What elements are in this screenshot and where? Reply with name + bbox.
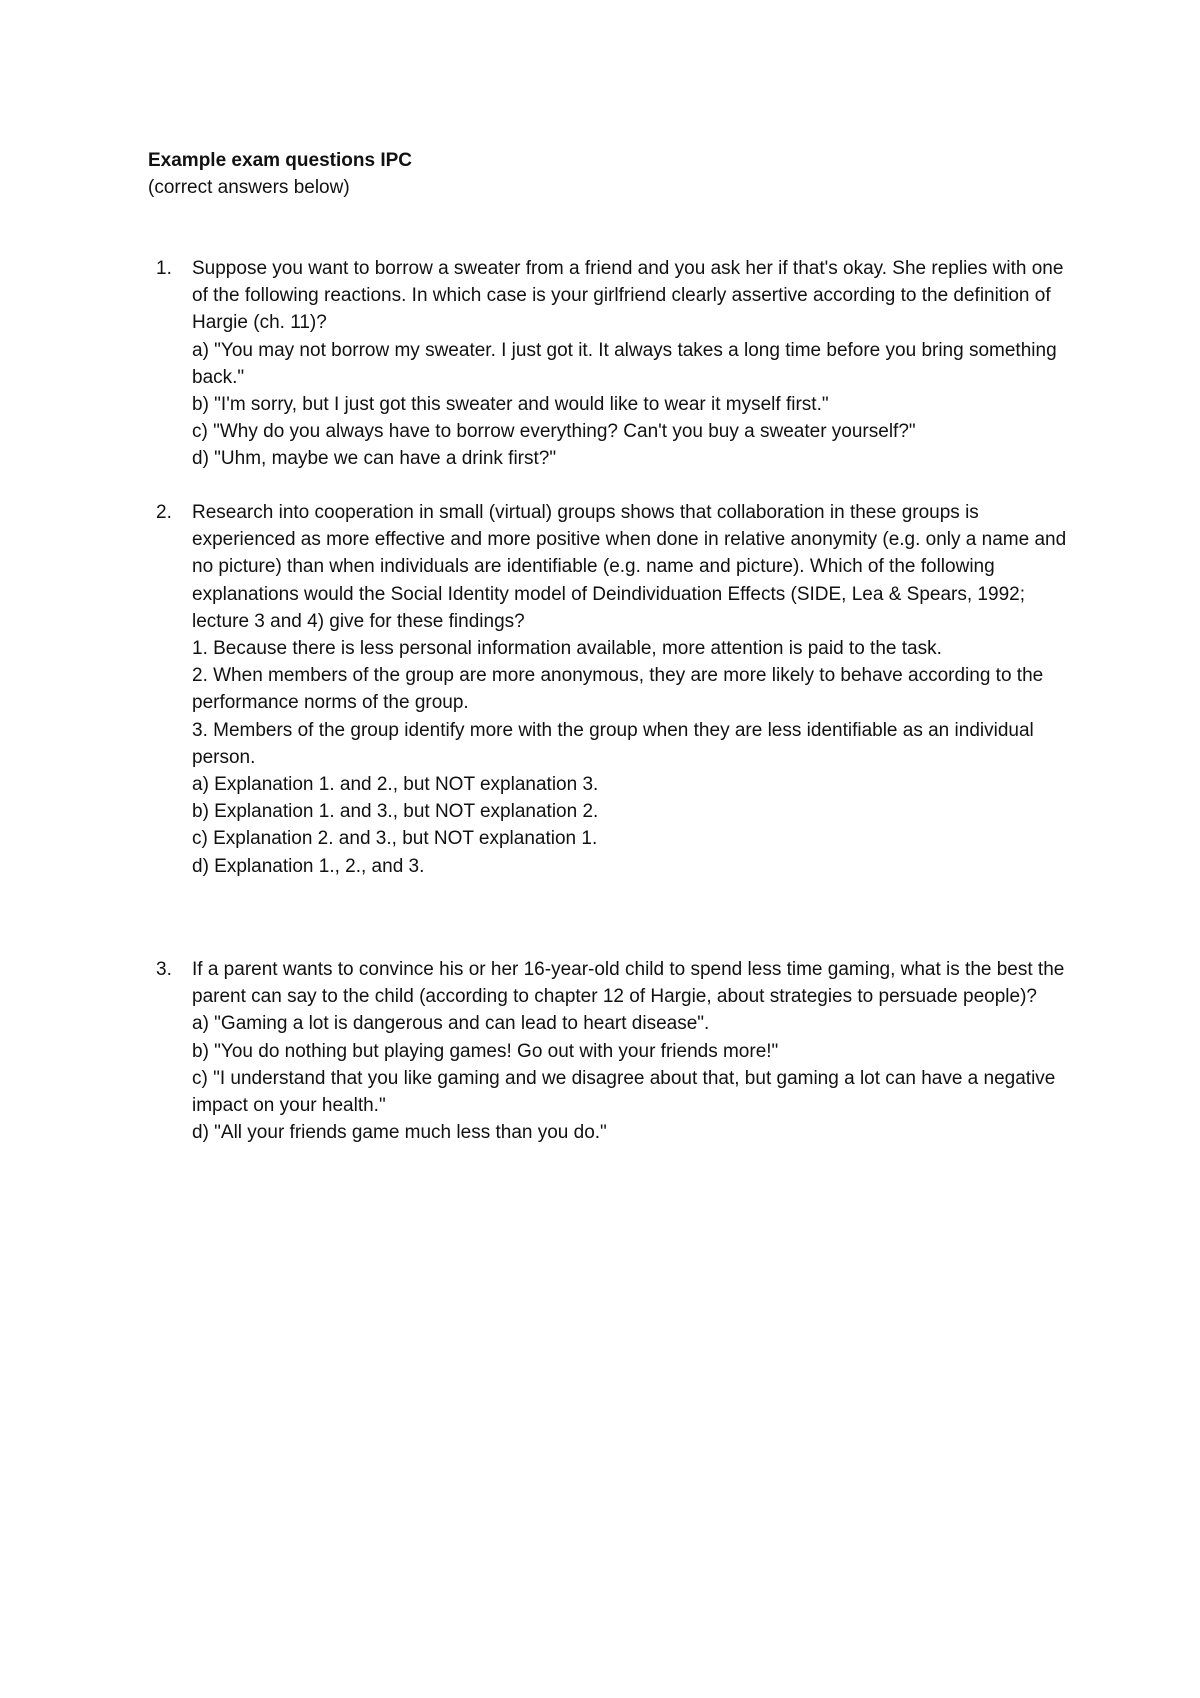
answer-option-b: b) "You do nothing but playing games! Go out with your friends more!" (192, 1040, 779, 1062)
question-1 (148, 255, 1068, 473)
question-stem: Research into cooperation in small (virtual) groups shows that collaboration in these groups is experienced as more effective and more positive when done in relative anonymity (e.g. only a name and no picture) than when individuals are identifiable (e.g. name and picture). Which of the following explanations would the Social Identity model of Deindividuation Effects (SIDE, Lea & Spears, 1992; lecture 3 and 4) give for these findings? (192, 502, 1067, 632)
answer-option-b: b) Explanation 1. and 3., but NOT explanation 2. (192, 801, 599, 823)
answer-option-a: a) "You may not borrow my sweater. I just got it. It always takes a long time before you bring something back." (192, 339, 1057, 388)
answer-option-d: d) "All your friends game much less than you do." (192, 1122, 607, 1144)
question-number: 3. (156, 959, 172, 980)
question-number: 2. (156, 502, 172, 523)
answer-option-d: d) "Uhm, maybe we can have a drink first?" (192, 448, 557, 470)
answer-option-a: a) Explanation 1. and 2., but NOT explanation 3. (192, 774, 599, 796)
answer-option-c: c) Explanation 2. and 3., but NOT explanation 1. (192, 828, 598, 850)
answer-option-b: b) "I'm sorry, but I just got this sweater and would like to wear it myself first." (192, 394, 829, 416)
explanation-1: 1. Because there is less personal information available, more attention is paid to the task. (192, 638, 942, 660)
document-subtitle: (correct answers below) (148, 177, 350, 198)
answer-option-a: a) "Gaming a lot is dangerous and can lead to heart disease". (192, 1013, 710, 1035)
explanation-2: 2. When members of the group are more anonymous, they are more likely to behave according to the performance norms of the group. (192, 665, 1044, 714)
question-body (192, 499, 1068, 880)
question-body (192, 956, 1068, 1146)
explanation-3: 3. Members of the group identify more with the group when they are less identifiable as an individual person. (192, 719, 1034, 768)
question-2 (148, 499, 1068, 880)
answer-option-c: c) "Why do you always have to borrow everything? Can't you buy a sweater yourself?" (192, 421, 916, 443)
answer-option-d: d) Explanation 1., 2., and 3. (192, 855, 425, 877)
question-stem: If a parent wants to convince his or her 16-year-old child to spend less time gaming, what is the best the parent can say to the child (according to chapter 12 of Hargie, about strategies to persuade people)? (192, 959, 1065, 1008)
answer-option-c: c) "I understand that you like gaming and we disagree about that, but gaming a lot can have a negative impact on your health." (192, 1067, 1056, 1117)
question-body (192, 255, 1068, 473)
question-stem: Suppose you want to borrow a sweater from a friend and you ask her if that's okay. She replies with one of the following reactions. In which case is your girlfriend clearly assertive according to the definition of Hargie (ch. 11)? (192, 258, 1064, 334)
question-3 (148, 956, 1068, 1146)
question-number: 1. (156, 258, 172, 279)
document-title: Example exam questions IPC (148, 150, 412, 171)
